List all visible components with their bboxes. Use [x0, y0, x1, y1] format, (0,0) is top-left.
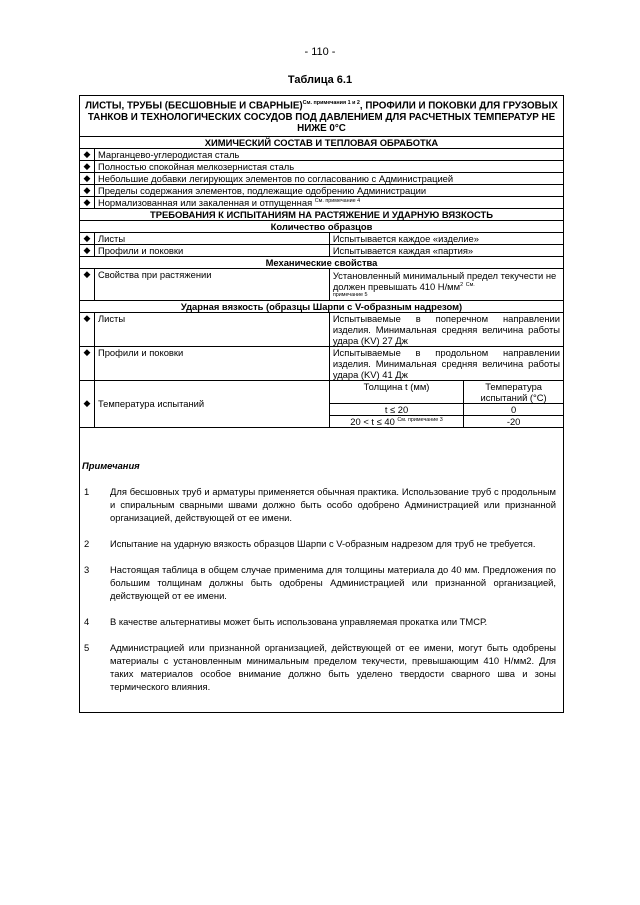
- list-item: [80, 172, 564, 184]
- bullet-icon: ◆: [80, 196, 95, 208]
- col-thickness-header: Толщина t (мм): [329, 380, 463, 403]
- note-text: Испытание на ударную вязкость образцов Шарпи с V-образным надрезом для труб не требуется.: [110, 538, 536, 549]
- list-item: [80, 160, 564, 172]
- table-header: [80, 96, 564, 137]
- impact-value: Испытываемые в продольном направлении изделия. Минимальная средняя величина работы удара (KV) 41 Дж: [329, 346, 563, 380]
- note-number: 2: [84, 538, 90, 549]
- mechanical-label: Свойства при растяжении: [94, 268, 329, 300]
- chem-item-text: Нормализованная или закаленная и отпущенная: [97, 196, 313, 208]
- note-item: [82, 537, 560, 550]
- note-item: [82, 615, 560, 628]
- tests-section-title: ТРЕБОВАНИЯ К ИСПЫТАНИЯМ НА РАСТЯЖЕНИЕ И УДАРНУЮ ВЯЗКОСТЬ: [80, 208, 564, 220]
- temp-cell: -20: [464, 415, 564, 427]
- thickness-note-ref: См. примечание 3: [397, 416, 443, 423]
- sample-qty-value: Испытывается каждое «изделие»: [329, 232, 563, 244]
- sample-qty-value: Испытывается каждая «партия»: [329, 244, 563, 256]
- list-item: [80, 196, 564, 208]
- bullet-icon: ◆: [80, 312, 95, 346]
- col-temp-header: Температура испытаний (°C): [464, 380, 564, 403]
- bullet-icon: ◆: [80, 380, 95, 427]
- impact-label: Листы: [94, 312, 329, 346]
- table-title: Таблица 6.1: [287, 74, 353, 86]
- page-number: - 110 -: [304, 46, 336, 58]
- bullet-icon: ◆: [80, 160, 95, 172]
- note-item: [82, 485, 560, 524]
- table-header-row: [80, 96, 564, 137]
- chem-item: [94, 196, 563, 208]
- table-row: [80, 268, 564, 300]
- bullet-icon: ◆: [80, 148, 95, 160]
- note-number: 3: [84, 564, 90, 575]
- mechanical-value: [329, 268, 563, 300]
- mechanical-note-ref-b: примечание 5: [332, 291, 368, 298]
- notes-section: [82, 460, 560, 706]
- note-number: 5: [84, 642, 90, 653]
- table-row: [80, 232, 564, 244]
- note-number: 4: [84, 616, 90, 627]
- table-row: [80, 312, 564, 346]
- temp-label: Температура испытаний: [94, 380, 329, 427]
- note-text: В качестве альтернативы может быть использована управляемая прокатка или ТМСР.: [110, 616, 488, 627]
- bullet-icon: ◆: [80, 172, 95, 184]
- impact-value: Испытываемые в поперечном направлении изделия. Минимальная средняя величина работы удара (KV) 27 Дж: [329, 312, 563, 346]
- chem-item: Марганцево-углеродистая сталь: [94, 148, 563, 160]
- table-row: [80, 380, 564, 403]
- note-item: [82, 641, 560, 693]
- table-row: [80, 244, 564, 256]
- header-part1: ЛИСТЫ, ТРУБЫ (БЕСШОВНЫЕ И СВАРНЫЕ): [85, 100, 303, 112]
- chem-item: Пределы содержания элементов, подлежащие одобрению Администрации: [94, 184, 563, 196]
- impact-label: Профили и поковки: [94, 346, 329, 380]
- chem-item: Полностью спокойная мелкозернистая сталь: [94, 160, 563, 172]
- temp-cell: 0: [464, 403, 564, 415]
- chem-note-ref: См. примечание 4: [314, 197, 361, 204]
- sample-qty-label: Листы: [94, 232, 329, 244]
- mechanical-value-sup: 2: [460, 281, 464, 288]
- mechanical-note-ref-a: См.: [465, 281, 475, 288]
- note-text: Администрацией или признанной организацией, действующей от ее имени, могут быть одобрены материалы с установленным минимальным пределом текучести, превышающим 410 Н/мм2. Для таких материалов особое внимание должно быть уделено твердости сварного шва и зоны термического влияния.: [110, 642, 556, 692]
- sample-qty-label: Профили и поковки: [94, 244, 329, 256]
- notes-title: Примечания: [82, 460, 140, 471]
- table-row: [80, 346, 564, 380]
- mechanical-value-text: Установленный минимальный предел текучести не должен превышать 410 Н/мм: [332, 269, 557, 292]
- thickness-cell: t ≤ 20: [329, 403, 463, 415]
- bullet-icon: ◆: [80, 268, 95, 300]
- note-text: Для бесшовных труб и арматуры применяется обычная практика. Использование труб с продольным и спиральным сварными швами должно быть особо одобрено Администрацией или признанной организацией, действующей от ее имени.: [110, 486, 556, 523]
- bullet-icon: ◆: [80, 232, 95, 244]
- bullet-icon: ◆: [80, 184, 95, 196]
- chem-item: Небольшие добавки легирующих элементов по согласованию с Администрацией: [94, 172, 563, 184]
- header-note-ref: См. примечания 1 и 2: [302, 100, 360, 106]
- note-number: 1: [84, 486, 90, 497]
- thickness-text: 20 < t ≤ 40: [350, 415, 395, 427]
- impact-title: Ударная вязкость (образцы Шарпи с V-образным надрезом): [80, 300, 564, 312]
- note-text: Настоящая таблица в общем случае применима для толщины материала до 40 мм. Предложения по большим толщинам должны быть одобрены Администрацией или признанной организацией, действующей от ее имени.: [110, 564, 556, 601]
- thickness-cell: [329, 415, 463, 427]
- chem-section-title: ХИМИЧЕСКИЙ СОСТАВ И ТЕПЛОВАЯ ОБРАБОТКА: [80, 136, 564, 148]
- bullet-icon: ◆: [80, 244, 95, 256]
- sample-qty-title: Количество образцов: [80, 220, 564, 232]
- list-item: [80, 148, 564, 160]
- header-part2: , ПРОФИЛИ И ПОКОВКИ ДЛЯ ГРУЗОВЫХ ТАНКОВ И ТЕХНОЛОГИЧЕСКИХ СОСУДОВ ПОД ДАВЛЕНИЕМ ДЛЯ РАСЧЕТНЫХ ТЕМПЕРАТУР НЕ НИЖЕ 0°C: [87, 100, 558, 135]
- list-item: [80, 184, 564, 196]
- bullet-icon: ◆: [80, 346, 95, 380]
- note-item: [82, 563, 560, 602]
- spec-table: [79, 95, 564, 428]
- mechanical-title: Механические свойства: [80, 256, 564, 268]
